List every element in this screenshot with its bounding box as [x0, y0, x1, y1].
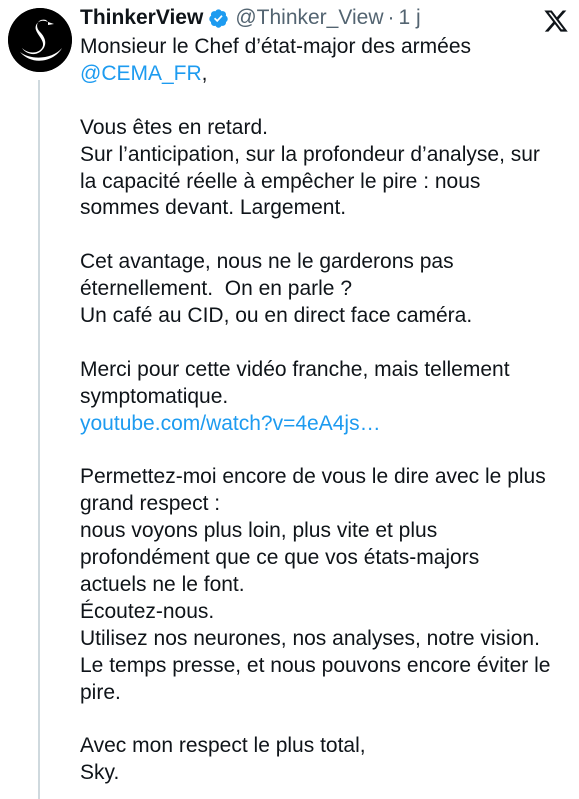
tweet-header: [80, 4, 529, 32]
separator-dot: ·: [387, 6, 395, 29]
blank-line: [80, 222, 575, 249]
text-line: Merci pour cette vidéo franche, mais tellement: [80, 357, 510, 381]
text-line: sommes devant. Largement.: [80, 196, 347, 220]
text-line: Permettez-moi encore de vous le dire avec le plus: [80, 465, 546, 489]
blank-line: [80, 88, 575, 115]
text-line: Un café au CID, ou en direct face caméra.: [80, 304, 473, 328]
handle[interactable]: @Thinker_View: [235, 6, 384, 29]
text-line: Vous êtes en retard.: [80, 115, 268, 139]
text-line: pire.: [80, 680, 121, 704]
verified-badge-icon: [208, 8, 229, 29]
text-line: Sky.: [80, 761, 120, 785]
thread-line: [38, 80, 40, 799]
mention-link[interactable]: @CEMA_FR: [80, 61, 202, 85]
blank-line: [80, 707, 575, 734]
text-line: [80, 61, 575, 88]
youtube-link[interactable]: youtube.com/watch?v=4eA4js…: [80, 411, 381, 435]
text-line: Écoutez-nous.: [80, 599, 215, 623]
tweet-text: [80, 34, 575, 787]
text-line: actuels ne le font.: [80, 573, 245, 597]
text-line: nous voyons plus loin, plus vite et plus: [80, 519, 438, 543]
text-line: éternellement. On en parle ?: [80, 277, 352, 301]
swan-avatar-icon: [8, 8, 72, 72]
text-line: Cet avantage, nous ne le garderons pas: [80, 250, 454, 274]
text-line: Le temps presse, et nous pouvons encore éviter le: [80, 653, 551, 677]
x-logo-icon[interactable]: [543, 8, 569, 34]
text-fragment: ,: [201, 61, 208, 85]
text-line: la capacité réelle à empêcher le pire : nous: [80, 169, 481, 193]
text-line: Sur l’anticipation, sur la profondeur d’analyse, sur: [80, 142, 540, 166]
text-line: Avec mon respect le plus total,: [80, 734, 366, 758]
text-line: symptomatique.: [80, 384, 229, 408]
blank-line: [80, 330, 575, 357]
text-line: Monsieur le Chef d’état-major des armées: [80, 35, 472, 58]
display-name[interactable]: ThinkerView: [80, 6, 204, 29]
text-line: Utilisez nos neurones, nos analyses, notre vision.: [80, 626, 540, 650]
blank-line: [80, 438, 575, 465]
text-line: grand respect :: [80, 492, 221, 516]
avatar[interactable]: [8, 8, 72, 72]
text-line: profondément que ce que vos états-majors: [80, 546, 480, 570]
timestamp[interactable]: 1 j: [398, 6, 421, 29]
